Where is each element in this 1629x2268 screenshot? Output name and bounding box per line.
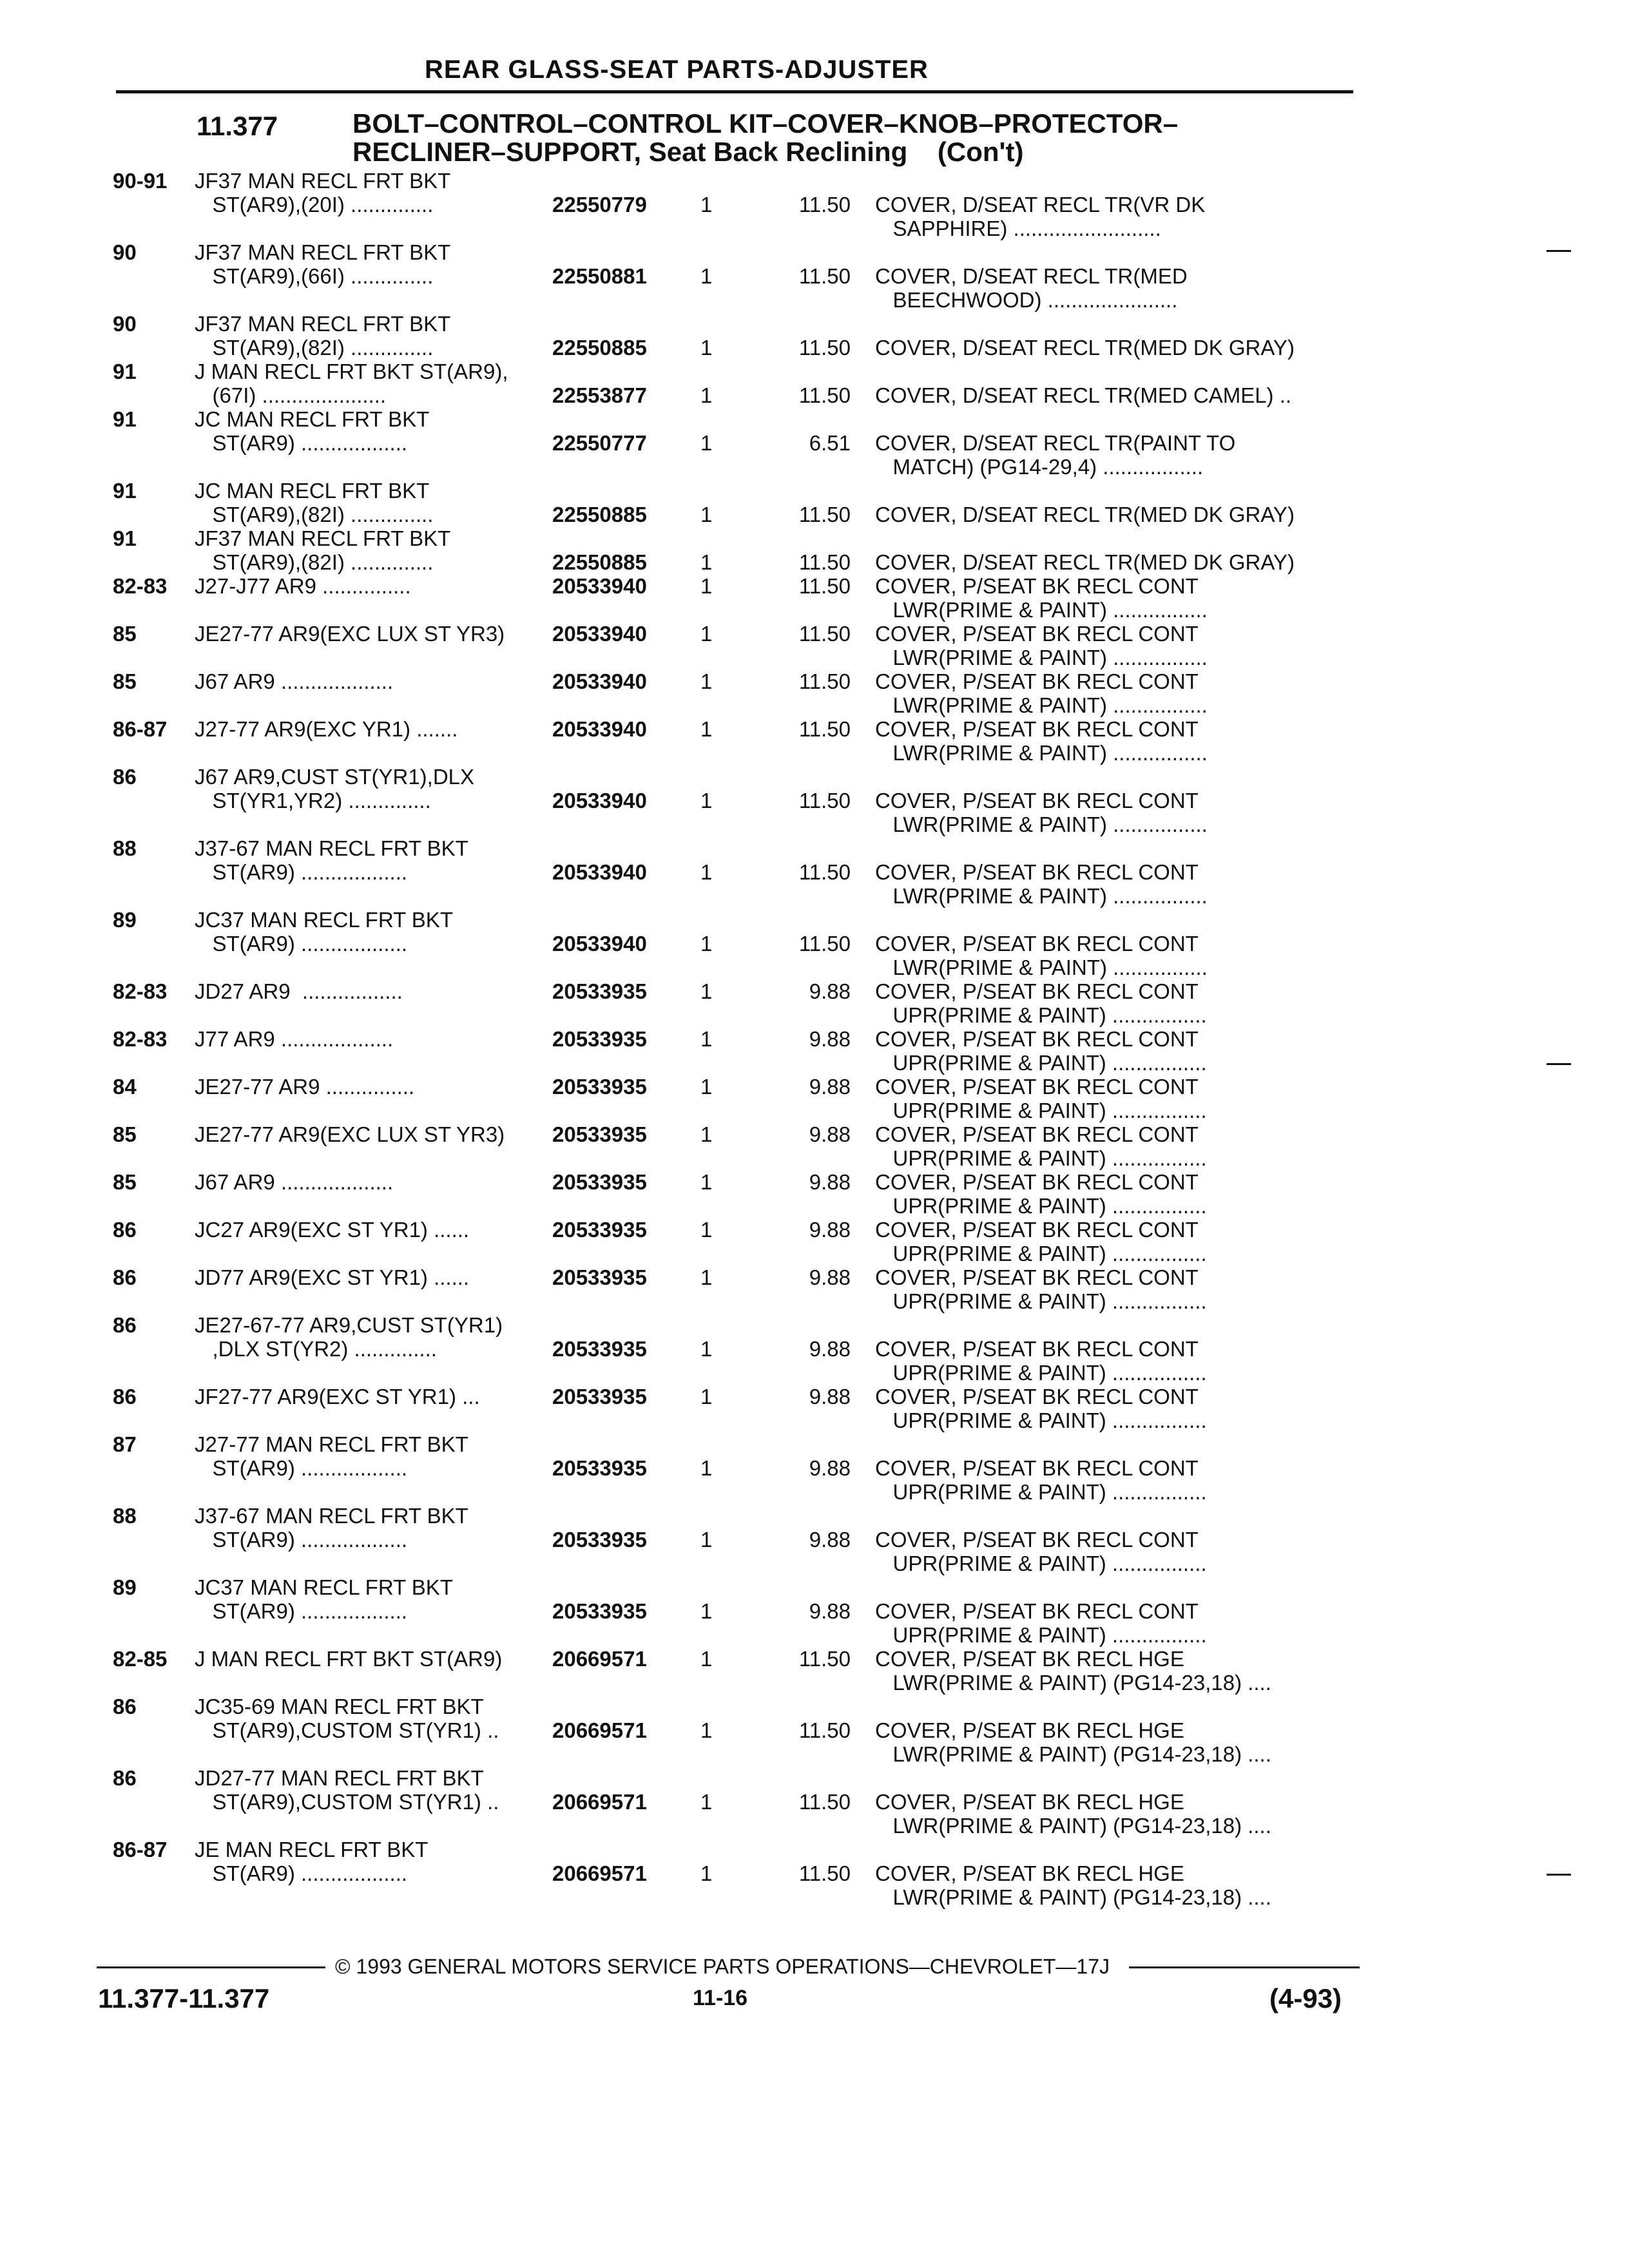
row-quantity: 1 — [700, 1528, 713, 1552]
row-description: COVER, P/SEAT BK RECL CONT LWR(PRIME & PAINT) ................ — [875, 622, 1208, 669]
row-description: COVER, D/SEAT RECL TR(MED DK GRAY) — [875, 503, 1295, 526]
row-year: 90 — [113, 312, 137, 336]
row-year: 86 — [113, 1313, 137, 1337]
row-model: JF27-77 AR9(EXC ST YR1) ... — [195, 1385, 480, 1408]
section-title-line1: BOLT–CONTROL–CONTROL KIT–COVER–KNOB–PROTECTOR– — [352, 108, 1179, 139]
row-model: JC35-69 MAN RECL FRT BKT ST(AR9),CUSTOM ST(YR1) .. — [195, 1695, 499, 1742]
row-part-number: 22550777 — [552, 431, 647, 455]
row-description: COVER, P/SEAT BK RECL CONT LWR(PRIME & PAINT) ................ — [875, 717, 1208, 765]
row-part-number: 20533935 — [552, 1456, 647, 1480]
row-quantity: 1 — [700, 1647, 713, 1671]
row-quantity: 1 — [700, 669, 713, 693]
footer-page-number: 11-16 — [693, 1986, 748, 2010]
row-description: COVER, P/SEAT BK RECL HGE LWR(PRIME & PAINT) (PG14-23,18) .... — [875, 1861, 1271, 1909]
row-model: J27-77 AR9(EXC YR1) ....... — [195, 717, 458, 741]
row-part-number: 20533940 — [552, 622, 647, 646]
row-description: COVER, P/SEAT BK RECL HGE LWR(PRIME & PAINT) (PG14-23,18) .... — [875, 1647, 1271, 1695]
footer-copyright: © 1993 GENERAL MOTORS SERVICE PARTS OPERATIONS—CHEVROLET—17J — [335, 1955, 1110, 1978]
row-part-number: 20533940 — [552, 932, 647, 956]
section-title — [352, 110, 1178, 166]
row-model: JE27-77 AR9(EXC LUX ST YR3) — [195, 622, 505, 646]
row-year: 87 — [113, 1432, 137, 1456]
row-price: 11.50 — [798, 336, 851, 360]
row-price: 9.88 — [809, 1075, 851, 1099]
row-year: 85 — [113, 669, 137, 693]
row-part-number: 20669571 — [552, 1718, 647, 1742]
row-price: 9.88 — [809, 979, 851, 1003]
row-price: 11.50 — [798, 264, 851, 288]
row-year: 86-87 — [113, 1838, 168, 1861]
row-year: 86 — [113, 1218, 137, 1242]
row-description: COVER, D/SEAT RECL TR(PAINT TO MATCH) (PG14-29,4) ................. — [875, 431, 1236, 479]
row-part-number: 22553877 — [552, 383, 647, 407]
row-description: COVER, P/SEAT BK RECL CONT LWR(PRIME & PAINT) ................ — [875, 932, 1208, 979]
row-quantity: 1 — [700, 1718, 713, 1742]
row-quantity: 1 — [700, 193, 713, 216]
row-year: 90 — [113, 240, 137, 264]
row-year: 86-87 — [113, 717, 168, 741]
row-year: 85 — [113, 1122, 137, 1146]
row-description: COVER, D/SEAT RECL TR(VR DK SAPPHIRE) ......................... — [875, 193, 1206, 240]
row-description: COVER, D/SEAT RECL TR(MED DK GRAY) — [875, 550, 1295, 574]
row-part-number: 20533940 — [552, 574, 647, 598]
row-description: COVER, P/SEAT BK RECL CONT LWR(PRIME & PAINT) ................ — [875, 669, 1208, 717]
row-model: JF37 MAN RECL FRT BKT ST(AR9),(82I) .............. — [195, 526, 451, 574]
row-quantity: 1 — [700, 1385, 713, 1408]
row-model: JF37 MAN RECL FRT BKT ST(AR9),(20I) .............. — [195, 169, 451, 216]
row-year: 84 — [113, 1075, 137, 1099]
row-quantity: 1 — [700, 1027, 713, 1051]
row-price: 11.50 — [798, 1718, 851, 1742]
row-description: COVER, P/SEAT BK RECL CONT UPR(PRIME & PAINT) ................ — [875, 1599, 1207, 1647]
row-description: COVER, P/SEAT BK RECL CONT UPR(PRIME & PAINT) ................ — [875, 1456, 1207, 1504]
row-price: 11.50 — [798, 622, 851, 646]
row-quantity: 1 — [700, 1599, 713, 1623]
page-header-title: REAR GLASS-SEAT PARTS-ADJUSTER — [425, 55, 929, 84]
row-part-number: 20533935 — [552, 979, 647, 1003]
row-price: 11.50 — [798, 383, 851, 407]
row-part-number: 20669571 — [552, 1861, 647, 1885]
row-model: JE27-77 AR9 ............... — [195, 1075, 415, 1099]
row-model: JD27-77 MAN RECL FRT BKT ST(AR9),CUSTOM ST(YR1) .. — [195, 1766, 499, 1814]
margin-mark — [1547, 1874, 1571, 1876]
row-price: 11.50 — [798, 574, 851, 598]
row-model: JC MAN RECL FRT BKT ST(AR9),(82I) .............. — [195, 479, 434, 526]
row-model: JF37 MAN RECL FRT BKT ST(AR9),(66I) .............. — [195, 240, 451, 288]
row-year: 85 — [113, 1170, 137, 1194]
row-description: COVER, D/SEAT RECL TR(MED CAMEL) .. — [875, 383, 1292, 407]
row-model: J MAN RECL FRT BKT ST(AR9), (67I) ..................... — [195, 360, 508, 407]
row-model: JC MAN RECL FRT BKT ST(AR9) .................. — [195, 407, 430, 455]
row-quantity: 1 — [700, 1337, 713, 1361]
row-price: 9.88 — [809, 1337, 851, 1361]
row-description: COVER, P/SEAT BK RECL CONT UPR(PRIME & PAINT) ................ — [875, 1027, 1207, 1075]
row-part-number: 22550885 — [552, 336, 647, 360]
row-year: 91 — [113, 360, 137, 383]
footer-date-code: (4-93) — [1269, 1983, 1342, 2013]
row-year: 86 — [113, 765, 137, 789]
row-quantity: 1 — [700, 383, 713, 407]
row-model: JF37 MAN RECL FRT BKT ST(AR9),(82I) .............. — [195, 312, 451, 360]
row-year: 89 — [113, 908, 137, 932]
row-model: J67 AR9 ................... — [195, 1170, 394, 1194]
row-price: 11.50 — [798, 669, 851, 693]
row-model: JE27-67-77 AR9,CUST ST(YR1) ,DLX ST(YR2) .............. — [195, 1313, 503, 1361]
row-quantity: 1 — [700, 860, 713, 884]
row-part-number: 20533935 — [552, 1528, 647, 1552]
row-part-number: 20533935 — [552, 1075, 647, 1099]
row-part-number: 20533935 — [552, 1170, 647, 1194]
row-price: 11.50 — [798, 1861, 851, 1885]
row-quantity: 1 — [700, 503, 713, 526]
row-quantity: 1 — [700, 1861, 713, 1885]
row-model: JC37 MAN RECL FRT BKT ST(AR9) .................. — [195, 1575, 453, 1623]
row-description: COVER, P/SEAT BK RECL CONT LWR(PRIME & PAINT) ................ — [875, 860, 1208, 908]
row-description: COVER, P/SEAT BK RECL CONT UPR(PRIME & PAINT) ................ — [875, 1122, 1207, 1170]
row-part-number: 20669571 — [552, 1647, 647, 1671]
row-description: COVER, P/SEAT BK RECL CONT UPR(PRIME & PAINT) ................ — [875, 979, 1207, 1027]
row-part-number: 20533935 — [552, 1385, 647, 1408]
row-model: JE MAN RECL FRT BKT ST(AR9) .................. — [195, 1838, 429, 1885]
row-model: JD27 AR9 ................. — [195, 979, 403, 1003]
row-description: COVER, P/SEAT BK RECL CONT UPR(PRIME & PAINT) ................ — [875, 1265, 1207, 1313]
row-part-number: 20533935 — [552, 1265, 647, 1289]
row-year: 86 — [113, 1385, 137, 1408]
row-year: 82-83 — [113, 979, 168, 1003]
row-quantity: 1 — [700, 979, 713, 1003]
row-price: 11.50 — [798, 503, 851, 526]
row-part-number: 20669571 — [552, 1790, 647, 1814]
row-model: J67 AR9 ................... — [195, 669, 394, 693]
row-description: COVER, P/SEAT BK RECL CONT UPR(PRIME & PAINT) ................ — [875, 1337, 1207, 1385]
row-price: 11.50 — [798, 550, 851, 574]
row-part-number: 20533935 — [552, 1122, 647, 1146]
row-part-number: 22550881 — [552, 264, 647, 288]
row-price: 11.50 — [798, 193, 851, 216]
row-price: 11.50 — [798, 1790, 851, 1814]
row-model: J MAN RECL FRT BKT ST(AR9) — [195, 1647, 503, 1671]
row-quantity: 1 — [700, 932, 713, 956]
row-quantity: 1 — [700, 336, 713, 360]
row-quantity: 1 — [700, 1170, 713, 1194]
row-description: COVER, P/SEAT BK RECL HGE LWR(PRIME & PAINT) (PG14-23,18) .... — [875, 1718, 1271, 1766]
row-description: COVER, D/SEAT RECL TR(MED BEECHWOOD) ...................... — [875, 264, 1188, 312]
row-price: 11.50 — [798, 717, 851, 741]
row-model: JD77 AR9(EXC ST YR1) ...... — [195, 1265, 470, 1289]
row-year: 85 — [113, 622, 137, 646]
row-price: 9.88 — [809, 1122, 851, 1146]
row-description: COVER, P/SEAT BK RECL CONT LWR(PRIME & PAINT) ................ — [875, 574, 1208, 622]
row-description: COVER, P/SEAT BK RECL CONT UPR(PRIME & PAINT) ................ — [875, 1528, 1207, 1575]
row-quantity: 1 — [700, 622, 713, 646]
row-quantity: 1 — [700, 264, 713, 288]
row-price: 9.88 — [809, 1385, 851, 1408]
row-description: COVER, D/SEAT RECL TR(MED DK GRAY) — [875, 336, 1295, 360]
row-price: 9.88 — [809, 1265, 851, 1289]
row-model: JE27-77 AR9(EXC LUX ST YR3) — [195, 1122, 505, 1146]
margin-mark — [1547, 1063, 1571, 1065]
row-price: 9.88 — [809, 1170, 851, 1194]
row-part-number: 20533940 — [552, 860, 647, 884]
row-price: 11.50 — [798, 789, 851, 812]
row-part-number: 20533940 — [552, 669, 647, 693]
row-model: JC37 MAN RECL FRT BKT ST(AR9) .................. — [195, 908, 453, 956]
section-title-line2: RECLINER–SUPPORT, Seat Back Reclining (Con't) — [352, 137, 1024, 167]
row-model: J77 AR9 ................... — [195, 1027, 394, 1051]
row-quantity: 1 — [700, 1218, 713, 1242]
row-description: COVER, P/SEAT BK RECL CONT UPR(PRIME & PAINT) ................ — [875, 1170, 1207, 1218]
row-year: 91 — [113, 479, 137, 503]
row-year: 90-91 — [113, 169, 168, 193]
row-model: JC27 AR9(EXC ST YR1) ...... — [195, 1218, 470, 1242]
row-quantity: 1 — [700, 431, 713, 455]
row-part-number: 22550885 — [552, 550, 647, 574]
row-quantity: 1 — [700, 1456, 713, 1480]
row-year: 82-83 — [113, 1027, 168, 1051]
row-price: 11.50 — [798, 1647, 851, 1671]
row-description: COVER, P/SEAT BK RECL CONT UPR(PRIME & PAINT) ................ — [875, 1075, 1207, 1122]
row-part-number: 20533935 — [552, 1599, 647, 1623]
row-description: COVER, P/SEAT BK RECL CONT UPR(PRIME & PAINT) ................ — [875, 1385, 1207, 1432]
row-year: 89 — [113, 1575, 137, 1599]
row-year: 86 — [113, 1265, 137, 1289]
margin-mark — [1547, 250, 1571, 252]
footer-rule-right — [1129, 1966, 1360, 1968]
row-price: 9.88 — [809, 1599, 851, 1623]
row-part-number: 20533940 — [552, 789, 647, 812]
row-part-number: 22550779 — [552, 193, 647, 216]
row-year: 82-85 — [113, 1647, 168, 1671]
row-price: 9.88 — [809, 1456, 851, 1480]
row-description: COVER, P/SEAT BK RECL HGE LWR(PRIME & PAINT) (PG14-23,18) .... — [875, 1790, 1271, 1838]
row-year: 86 — [113, 1695, 137, 1718]
row-year: 88 — [113, 1504, 137, 1528]
row-model: J37-67 MAN RECL FRT BKT ST(AR9) .................. — [195, 836, 468, 884]
row-year: 91 — [113, 526, 137, 550]
row-part-number: 20533940 — [552, 717, 647, 741]
row-part-number: 20533935 — [552, 1027, 647, 1051]
row-year: 82-83 — [113, 574, 168, 598]
row-year: 91 — [113, 407, 137, 431]
row-part-number: 20533935 — [552, 1337, 647, 1361]
row-quantity: 1 — [700, 550, 713, 574]
row-quantity: 1 — [700, 1122, 713, 1146]
row-price: 9.88 — [809, 1218, 851, 1242]
section-number: 11.377 — [197, 111, 278, 141]
row-quantity: 1 — [700, 1075, 713, 1099]
row-price: 11.50 — [798, 932, 851, 956]
header-rule — [116, 90, 1353, 93]
row-price: 9.88 — [809, 1528, 851, 1552]
row-description: COVER, P/SEAT BK RECL CONT UPR(PRIME & PAINT) ................ — [875, 1218, 1207, 1265]
row-quantity: 1 — [700, 717, 713, 741]
row-year: 86 — [113, 1766, 137, 1790]
row-quantity: 1 — [700, 789, 713, 812]
row-quantity: 1 — [700, 1265, 713, 1289]
row-part-number: 20533935 — [552, 1218, 647, 1242]
row-quantity: 1 — [700, 1790, 713, 1814]
footer-section-range: 11.377-11.377 — [98, 1983, 270, 2013]
footer-rule-left — [97, 1966, 325, 1968]
row-model: J27-77 MAN RECL FRT BKT ST(AR9) .................. — [195, 1432, 468, 1480]
row-model: J67 AR9,CUST ST(YR1),DLX ST(YR1,YR2) .............. — [195, 765, 475, 812]
row-price: 11.50 — [798, 860, 851, 884]
row-price: 9.88 — [809, 1027, 851, 1051]
row-description: COVER, P/SEAT BK RECL CONT LWR(PRIME & PAINT) ................ — [875, 789, 1208, 836]
row-price: 6.51 — [809, 431, 851, 455]
row-part-number: 22550885 — [552, 503, 647, 526]
row-model: J37-67 MAN RECL FRT BKT ST(AR9) .................. — [195, 1504, 468, 1552]
row-quantity: 1 — [700, 574, 713, 598]
row-model: J27-J77 AR9 ............... — [195, 574, 411, 598]
row-year: 88 — [113, 836, 137, 860]
